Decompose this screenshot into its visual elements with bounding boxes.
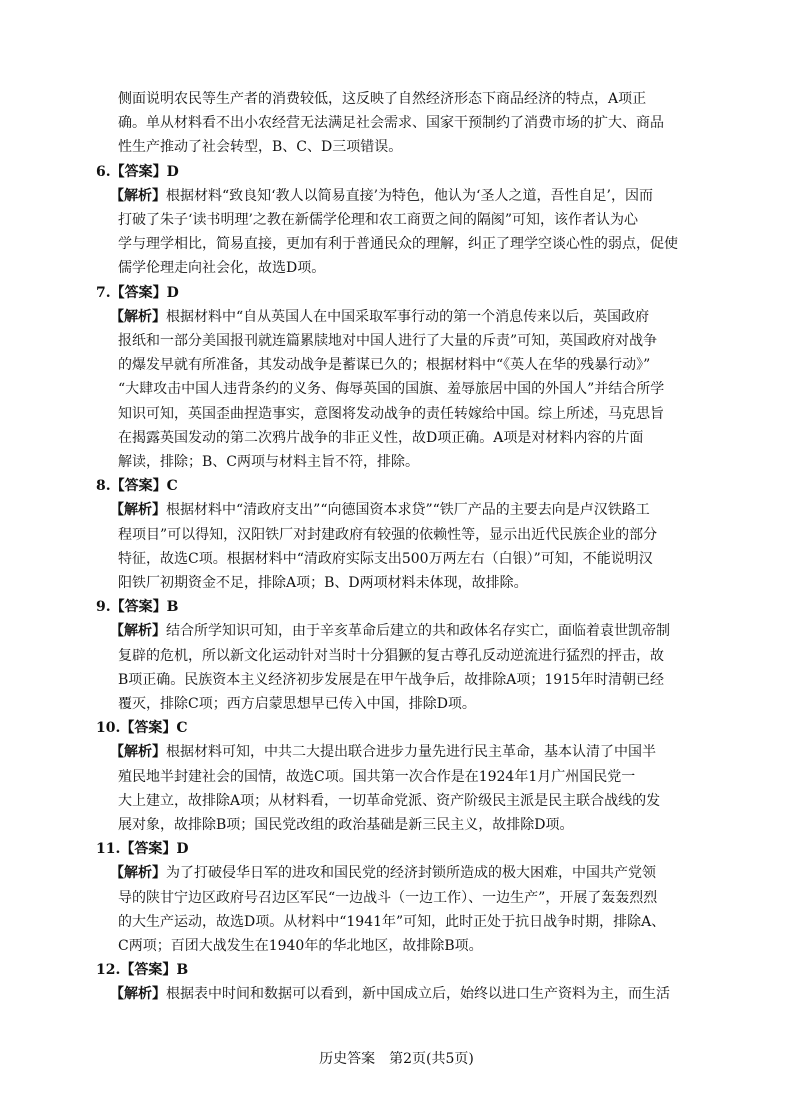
- answer-heading: [96, 475, 178, 497]
- answer-heading: [96, 596, 178, 618]
- answer-heading: [96, 838, 189, 860]
- question-number: 10.: [96, 720, 121, 737]
- analysis-label: 【解析】: [110, 187, 166, 204]
- body-text-line: 特征，故选C项。根据材料中“清政府实际支出500万两左右（白银）”可知，不能说明汉: [118, 550, 653, 567]
- body-text-line: 覆灭，排除C项；西方启蒙思想早已传入中国，排除D项。: [118, 696, 476, 712]
- answer-label: 【答案】: [120, 720, 177, 737]
- analysis-line: [110, 306, 649, 328]
- body-text-line: 解读，排除；B、C两项与材料主旨不符，排除。: [118, 454, 419, 470]
- analysis-text: 结合所学知识可知，由于辛亥革命后建立的共和政体名存实亡，面临着袁世凯帝制: [166, 623, 670, 640]
- body-text-line: C两项；百团大战发生在1940年的华北地区，故排除B项。: [118, 938, 483, 954]
- body-text-line: 知识可知，英国歪曲捏造事实，意图将发动战争的责任转嫁给中国。综上所述，马克思旨: [118, 405, 664, 422]
- body-text-line: B项正确。民族资本主义经济初步发展是在甲午战争后，故排除A项；1915年时清朝已经: [118, 671, 665, 688]
- question-number: 11.: [96, 841, 121, 858]
- answer-label: 【答案】: [110, 599, 167, 616]
- answer-choice: B: [166, 599, 179, 616]
- analysis-line: [110, 185, 653, 207]
- answer-label: 【答案】: [110, 284, 167, 301]
- analysis-label: 【解析】: [110, 623, 166, 640]
- body-text-line: 在揭露英国发动的第二次鸦片战争的非正义性，故D项正确。A项是对材料内容的片面: [118, 429, 644, 446]
- analysis-label: 【解析】: [110, 744, 166, 761]
- question-number: 7.: [96, 284, 111, 301]
- body-text-line: 的大生产运动，故选D项。从材料中“1941年”可知，此时正处于抗日战争时期，排除A、: [118, 913, 666, 930]
- answer-choice: D: [176, 841, 189, 858]
- page-footer: 历史答案 第2页(共5页): [319, 1051, 474, 1067]
- body-text-line: 展对象，故排除B项；国民党改组的政治基础是新三民主义，故排除D项。: [118, 817, 574, 833]
- answer-label: 【答案】: [120, 841, 177, 858]
- answer-choice: D: [166, 163, 179, 180]
- answer-choice: D: [166, 284, 179, 301]
- question-number: 9.: [96, 599, 111, 616]
- question-number: 8.: [96, 478, 111, 495]
- body-text-line: 的爆发早就有所准备，其发动战争是蓄谋已久的；根据材料中“《英人在华的残暴行动》”: [118, 357, 651, 374]
- body-text-line: 复辟的危机，所以新文化运动针对当时十分猖獗的复古尊孔反动逆流进行猛烈的抨击，故: [118, 647, 664, 664]
- analysis-text: 为了打破侵华日军的进攻和国民党的经济封锁所造成的极大困难，中国共产党领: [166, 865, 656, 882]
- answer-heading: [96, 717, 188, 739]
- analysis-line: [110, 741, 656, 763]
- answer-choice: B: [176, 962, 189, 979]
- answer-heading: [96, 282, 179, 304]
- body-text-line: 导的陕甘宁边区政府号召边区军民“一边战斗（一边工作）、一边生产”，开展了轰轰烈烈: [118, 889, 658, 906]
- body-text-line: 性生产推动了社会转型，B、C、D三项错误。: [118, 139, 403, 156]
- analysis-label: 【解析】: [110, 986, 166, 1003]
- analysis-text: 根据材料可知，中共二大提出联合进步力量先进行民主革命，基本认清了中国半: [166, 744, 656, 761]
- body-text-line: 大上建立，故排除A项；从材料看，一切革命党派、资产阶级民主派是民主联合战线的发: [118, 792, 661, 809]
- analysis-label: 【解析】: [110, 502, 166, 519]
- answer-label: 【答案】: [120, 962, 177, 979]
- body-text-line: 阳铁厂初期资金不足，排除A项；B、D两项材料未体现，故排除。: [118, 575, 528, 591]
- answer-heading: [96, 959, 188, 981]
- body-text-line: 殖民地半封建社会的国情，故选C项。国共第一次合作是在1924年1月广州国民党一: [118, 768, 636, 785]
- analysis-label: 【解析】: [110, 865, 166, 882]
- body-text-line: 报纸和一部分美国报刊就连篇累牍地对中国人进行了大量的斥责”可知，英国政府对战争: [118, 333, 658, 349]
- answer-choice: C: [176, 720, 188, 737]
- answer-label: 【答案】: [110, 478, 167, 495]
- body-text-line: 程项目”可以得知，汉阳铁厂对封建政府有较强的依赖性等，显示出近代民族企业的部分: [118, 526, 658, 543]
- body-text-line: 确。单从材料看不出小农经营无法满足社会需求、国家干预制约了消费市场的扩大、商品: [118, 115, 664, 132]
- analysis-text: 根据材料“致良知‘教人以简易直接’为特色，他认为‘圣人之道，吾性自足’，因而: [166, 187, 653, 204]
- body-text-line: 学与理学相比，简易直接，更加有利于普通民众的理解，纠正了理学空谈心性的弱点，促使: [118, 236, 678, 253]
- analysis-text: 根据材料中“清政府支出”“向德国资本求贷”“铁厂产品的主要去向是卢汉铁路工: [166, 502, 650, 519]
- question-number: 12.: [96, 962, 121, 979]
- analysis-label: 【解析】: [110, 308, 166, 325]
- body-text-line: 打破了朱子‘读书明理’之教在新儒学伦理和农工商贾之间的隔阂”可知，该作者认为心: [118, 212, 639, 228]
- analysis-text: 根据材料中“自从英国人在中国采取军事行动的第一个消息传来以后，英国政府: [166, 308, 650, 325]
- answer-choice: C: [166, 478, 178, 495]
- analysis-line: [110, 983, 670, 1005]
- analysis-line: [110, 620, 670, 642]
- analysis-line: [110, 499, 650, 521]
- answer-label: 【答案】: [110, 163, 167, 180]
- analysis-text: 根据表中时间和数据可以看到，新中国成立后，始终以进口生产资料为主，而生活: [166, 986, 670, 1003]
- body-text-line: “大肆攻击中国人违背条约的义务、侮辱英国的国旗、羞辱旅居中国的外国人”并结合所学: [118, 381, 665, 398]
- body-text-line: 儒学伦理走向社会化，故选D项。: [118, 260, 326, 277]
- question-number: 6.: [96, 163, 111, 180]
- analysis-line: [110, 862, 656, 884]
- answer-heading: [96, 161, 179, 183]
- body-text-line: 侧面说明农民等生产者的消费较低，这反映了自然经济形态下商品经济的特点，A项正: [118, 91, 647, 107]
